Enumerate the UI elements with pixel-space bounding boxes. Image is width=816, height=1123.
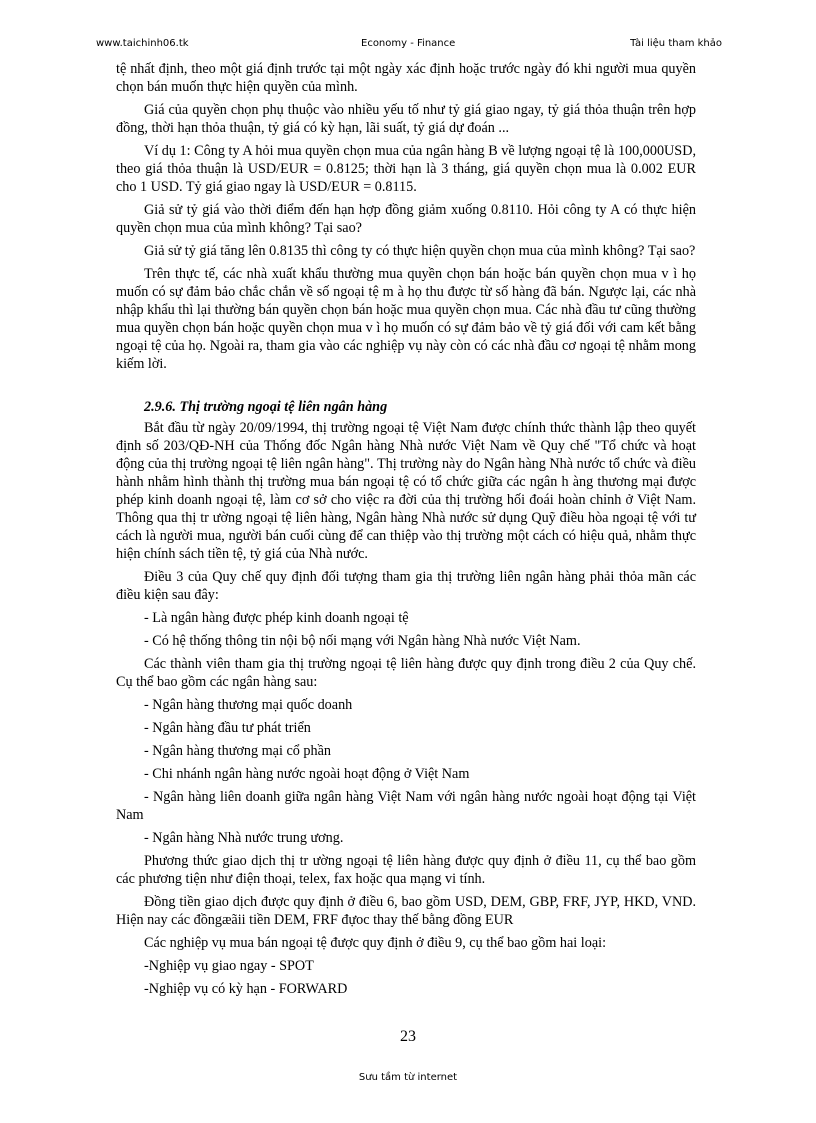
list-item: - Ngân hàng thương mại quốc doanh — [144, 697, 353, 713]
header-doc-type: Tài liệu tham khảo — [630, 38, 722, 49]
list-item: - Ngân hàng Nhà nước trung ương. — [144, 830, 344, 846]
page-number: 23 — [400, 1028, 416, 1045]
list-item: - Chi nhánh ngân hàng nước ngoài hoạt động ở Việt Nam — [144, 766, 470, 782]
paragraph: Giá của quyền chọn phụ thuộc vào nhiều yếu tố như tỷ giá giao ngay, tỷ giá thỏa thuận trên hợp đồng, thời hạn thỏa thuận, tỷ giá có kỳ hạn, lãi suất, tỷ giá dự đoán ... — [116, 102, 696, 136]
header-website: www.taichinh06.tk — [96, 38, 189, 49]
list-item: - Ngân hàng đầu tư phát triển — [144, 720, 311, 736]
section-heading: 2.9.6. Thị trường ngoại tệ liên ngân hàng — [144, 399, 388, 415]
paragraph: Các nghiệp vụ mua bán ngoại tệ được quy định ở điều 9, cụ thể bao gồm hai loại: — [144, 935, 607, 951]
paragraph: Phương thức giao dịch thị tr ường ngoại tệ liên hàng được quy định ở điều 11, cụ thể bao gồm các phương tiện như điện thoại, telex, fax hoặc qua mạng vi tính. — [116, 853, 696, 887]
paragraph: Đồng tiền giao dịch được quy định ở điều 6, bao gồm USD, DEM, GBP, FRF, JYP, HKD, VND. Hiện nay các đồngæãii tiền DEM, FRF đựoc thay thế bằng đồng EUR — [116, 894, 696, 928]
paragraph: Giả sử tỷ giá vào thời điểm đến hạn hợp đồng giảm xuống 0.8110. Hỏi công ty A có thực hiện quyền chọn mua của mình không? Tại sao? — [116, 202, 696, 236]
list-item: -Nghiệp vụ giao ngay - SPOT — [144, 958, 314, 974]
paragraph: Điều 3 của Quy chế quy định đối tượng tham gia thị trường liên ngân hàng phải thỏa mãn các điều kiện sau đây: — [116, 569, 696, 603]
document-body — [116, 60, 696, 1003]
list-item: -Nghiệp vụ có kỳ hạn - FORWARD — [144, 981, 348, 997]
footer-source: Sưu tầm từ internet — [358, 1072, 458, 1083]
list-item: - Có hệ thống thông tin nội bộ nối mạng với Ngân hàng Nhà nước Việt Nam. — [144, 633, 581, 649]
paragraph: tệ nhất định, theo một giá định trước tại một ngày xác định hoặc trước ngày đó khi người mua quyền chọn bán muốn thực hiện quyền của mình. — [116, 61, 696, 95]
paragraph: Bắt đầu từ ngày 20/09/1994, thị trường ngoại tệ Việt Nam được chính thức thành lập theo quyết định số 203/QĐ-NH của Thống đốc Ngân hàng Nhà nước Việt Nam về Quy chế "Tổ chức và hoạt động của thị trường ngoại tệ liên ngân hàng". Thị trường này do Ngân hàng Nhà nước tổ chức và điều hành nhằm hình thành thị trường mua bán ngoại tệ có tổ chức giữa các ngân h àng thương mại được phép kinh doanh ngoại tệ, làm cơ sở cho việc ra đời của thị trường hối đoái hoàn chỉnh ở Việt Nam. Thông qua thị tr ường ngoại tệ liên hàng, Ngân hàng Nhà nước sử dụng Quỹ điều hòa ngoại tệ với tư cách là người mua, người bán cuối cùng để can thiệp vào thị trường một cách có hiệu quả, nhằm thực hiện chính sách tiền tệ, tỷ giá của Nhà nước. — [116, 420, 696, 562]
paragraph: Ví dụ 1: Công ty A hỏi mua quyền chọn mua của ngân hàng B về lượng ngoại tệ là 100,000USD, theo giá thỏa thuận là USD/EUR = 0.8125; thời hạn là 3 tháng, giá quyền chọn mua là 0.002 EUR cho 1 USD. Tỷ giá giao ngay là USD/EUR = 0.8115. — [116, 143, 696, 195]
paragraph: Giả sử tỷ giá tăng lên 0.8135 thì công ty có thực hiện quyền chọn mua của mình không? Tại sao? — [144, 243, 696, 259]
paragraph: Các thành viên tham gia thị trường ngoại tệ liên hàng được quy định trong điều 2 của Quy chế. Cụ thể bao gồm các ngân hàng sau: — [116, 656, 696, 690]
list-item: - Ngân hàng liên doanh giữa ngân hàng Việt Nam với ngân hàng nước ngoài hoạt động tại Việt Nam — [116, 789, 696, 823]
header-category: Economy - Finance — [361, 38, 456, 49]
list-item: - Ngân hàng thương mại cổ phần — [144, 743, 331, 759]
list-item: - Là ngân hàng được phép kinh doanh ngoại tệ — [144, 610, 409, 626]
paragraph: Trên thực tế, các nhà xuất khẩu thường mua quyền chọn bán hoặc bán quyền chọn mua v ì họ muốn có sự đảm bảo chắc chắn về số ngoại tệ m à họ thu được từ số hàng đã bán. Ngược lại, các nhà nhập khẩu thì lại thường bán quyền chọn bán hoặc mua quyền chọn mua. Các nhà đầu tư cũng thường mua quyền chọn bán hoặc quyền chọn mua v ì họ muốn có sự đảm bảo về tỷ giá đối với cam kết bằng ngoại tệ của họ. Ngoài ra, tham gia vào các nghiệp vụ này còn có các nhà đầu cơ ngoại tệ nhằm mong kiếm lời. — [116, 266, 696, 372]
